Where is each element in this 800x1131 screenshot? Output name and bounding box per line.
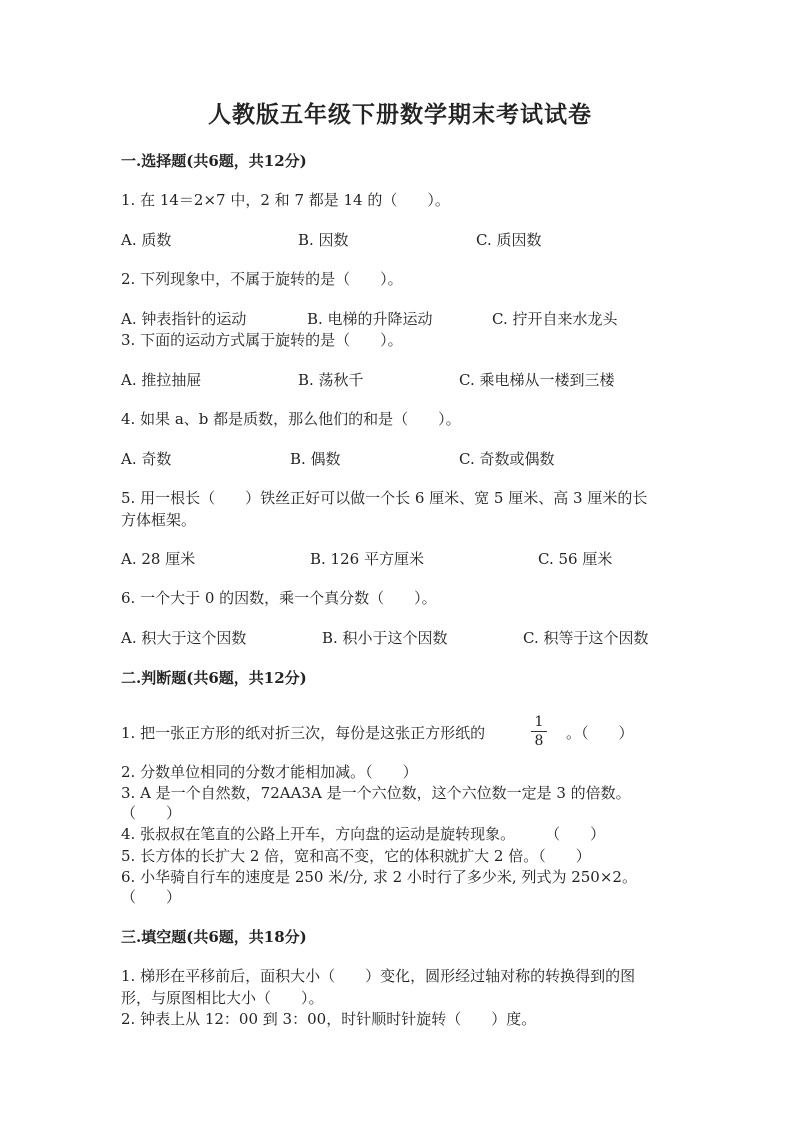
option-b: B. 因数 — [298, 231, 349, 249]
section-heading-choice: 一.选择题(共6题，共12分) — [121, 152, 307, 170]
option-c: C. 乘电梯从一楼到三楼 — [459, 371, 615, 389]
fraction-bar — [531, 731, 547, 732]
option-a: A. 28 厘米 — [121, 550, 196, 568]
question-text: 1. 在 14＝2×7 中，2 和 7 都是 14 的（ ）。 — [121, 191, 450, 209]
answer-parentheses: （ ） — [121, 804, 182, 822]
option-b: B. 积小于这个因数 — [322, 629, 448, 647]
option-a: A. 积大于这个因数 — [121, 629, 247, 647]
option-b: B. 126 平方厘米 — [310, 550, 424, 568]
question-text: 3. A 是一个自然数，72AA3A 是一个六位数，这个六位数一定是 3 的倍数。 — [121, 784, 631, 802]
answer-parentheses: （ ） — [121, 888, 182, 906]
question-text-continued: 方体框架。 — [121, 511, 197, 529]
question-text: 1. 梯形在平移前后，面积大小（ ）变化，圆形经过轴对称的转换得到的图 — [121, 967, 636, 985]
option-b: B. 电梯的升降运动 — [307, 310, 433, 328]
option-b: B. 荡秋千 — [298, 371, 364, 389]
option-c: C. 奇数或偶数 — [459, 450, 555, 468]
question-text: 3. 下面的运动方式属于旋转的是（ ）。 — [121, 331, 403, 349]
option-a: A. 推拉抽屉 — [121, 371, 202, 389]
question-text: 2. 钟表上从 12：00 到 3：00，时针顺时针旋转（ ）度。 — [121, 1010, 537, 1028]
option-a: A. 质数 — [121, 231, 172, 249]
question-text: 4. 张叔叔在笔直的公路上开车，方向盘的运动是旋转现象。 （ ） — [121, 825, 606, 843]
option-c: C. 56 厘米 — [538, 550, 613, 568]
question-text: 1. 把一张正方形的纸对折三次，每份是这张正方形纸的 — [121, 724, 486, 742]
fraction-numerator: 1 — [534, 714, 544, 730]
option-a: A. 奇数 — [121, 450, 172, 468]
question-text: 5. 长方体的长扩大 2 倍，宽和高不变，它的体积就扩大 2 倍。（ ） — [121, 847, 591, 865]
section-heading-fill-in: 三.填空题(共6题，共18分) — [121, 928, 307, 946]
question-text: 6. 一个大于 0 的因数，乘一个真分数（ ）。 — [121, 589, 437, 607]
page-title: 人教版五年级下册数学期末考试试卷 — [208, 101, 592, 128]
question-text: 4. 如果 a、b 都是质数，那么他们的和是（ ）。 — [121, 410, 461, 428]
question-text: 2. 下列现象中，不属于旋转的是（ ）。 — [121, 270, 403, 288]
option-b: B. 偶数 — [290, 450, 341, 468]
option-c: C. 拧开自来水龙头 — [492, 310, 618, 328]
section-heading-judgement: 二.判断题(共6题，共12分) — [121, 669, 307, 687]
question-text: 6. 小华骑自行车的速度是 250 米/分, 求 2 小时行了多少米, 列式为 250×2。 — [121, 868, 637, 886]
option-c: C. 积等于这个因数 — [523, 629, 649, 647]
fraction-denominator: 8 — [534, 733, 544, 749]
question-text: 5. 用一根长（ ）铁丝正好可以做一个长 6 厘米、宽 5 厘米、高 3 厘米的长 — [121, 489, 648, 507]
question-text-continued: 形，与原图相比大小（ ）。 — [121, 989, 324, 1007]
fraction — [528, 714, 550, 749]
option-c: C. 质因数 — [476, 231, 542, 249]
answer-parentheses: 。（ ） — [566, 724, 634, 742]
option-a: A. 钟表指针的运动 — [121, 310, 247, 328]
question-text: 2. 分数单位相同的分数才能相加减。（ ） — [121, 763, 418, 781]
